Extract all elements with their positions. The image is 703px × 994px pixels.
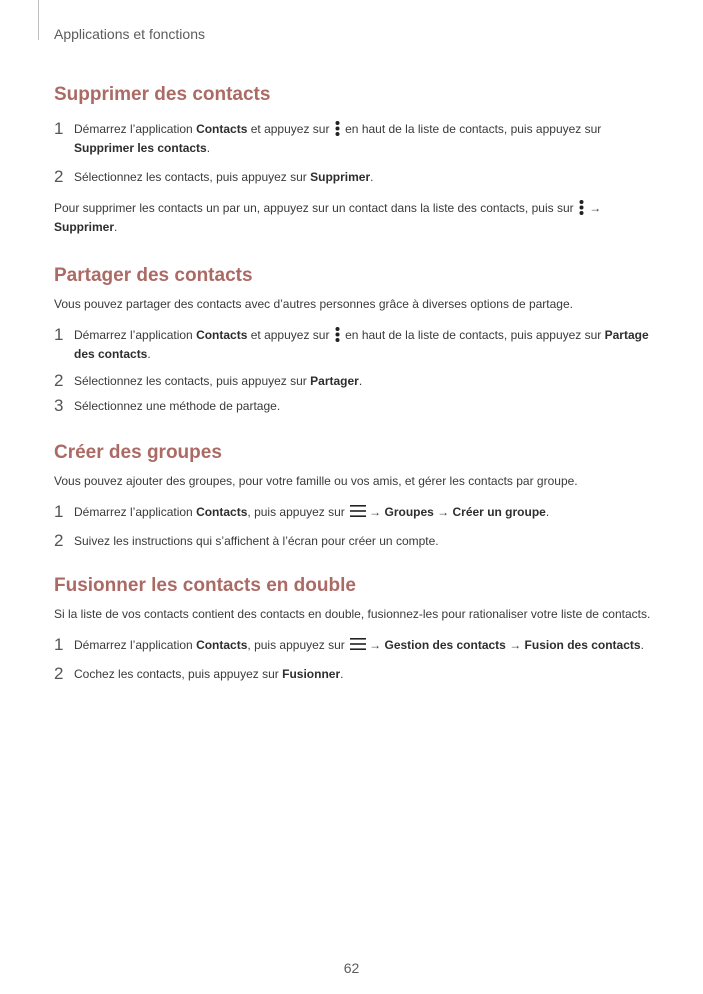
share-step-1: 1 Démarrez l’application Contacts et appuyez sur en haut de la liste de contacts, puis appuyez sur Partage des contacts. — [54, 325, 649, 361]
section-title-delete: Supprimer des contacts — [54, 84, 271, 105]
merge-step-1: 1 Démarrez l’application Contacts, puis appuyez sur → Gestion des contacts → Fusion des contacts. — [54, 635, 644, 654]
delete-note: Pour supprimer les contacts un par un, appuyez sur un contact dans la liste des contacts, puis sur → Supprimer. — [54, 201, 602, 234]
merge-step-2: 2 Cochez les contacts, puis appuyez sur Fusionner. — [54, 664, 344, 683]
page-number: 62 — [343, 960, 360, 976]
step-number: 1 — [54, 325, 64, 344]
step-number: 2 — [54, 531, 64, 550]
groups-step-1: 1 Démarrez l’application Contacts, puis appuyez sur → Groupes → Créer un groupe. — [54, 502, 550, 521]
menu-icon — [350, 638, 366, 650]
section-title-merge: Fusionner les contacts en double — [54, 575, 356, 596]
page-margin-rule — [38, 0, 39, 40]
step-number: 2 — [54, 664, 64, 683]
groups-step-2: 2 Suivez les instructions qui s’affichent à l’écran pour créer un compte. — [54, 531, 439, 550]
merge-intro: Si la liste de vos contacts contient des contacts en double, fusionnez-les pour rationaliser votre liste de contacts. — [54, 607, 651, 621]
section-title-share: Partager des contacts — [54, 265, 253, 286]
step-number: 1 — [54, 635, 64, 654]
step-number: 1 — [54, 119, 64, 138]
menu-icon — [350, 505, 366, 517]
running-header: Applications et fonctions — [54, 26, 205, 42]
delete-step-1: 1 Démarrez l’application Contacts et appuyez sur en haut de la liste de contacts, puis appuyez sur Supprimer les contacts. — [54, 119, 602, 155]
section-title-groups: Créer des groupes — [54, 442, 222, 463]
share-step-3: 3 Sélectionnez une méthode de partage. — [54, 396, 281, 415]
delete-step-2: 2 Sélectionnez les contacts, puis appuyez sur Supprimer. — [54, 167, 374, 186]
step-number: 2 — [54, 167, 64, 186]
more-options-icon — [579, 200, 584, 215]
share-intro: Vous pouvez partager des contacts avec d’autres personnes grâce à diverses options de partage. — [54, 297, 573, 311]
step-number: 2 — [54, 371, 64, 390]
groups-intro: Vous pouvez ajouter des groupes, pour votre famille ou vos amis, et gérer les contacts par groupe. — [54, 474, 578, 488]
step-number: 1 — [54, 502, 64, 521]
more-options-icon — [335, 327, 340, 342]
more-options-icon — [335, 121, 340, 136]
page-content — [54, 80, 654, 684]
share-step-2: 2 Sélectionnez les contacts, puis appuyez sur Partager. — [54, 371, 363, 390]
step-number: 3 — [54, 396, 64, 415]
